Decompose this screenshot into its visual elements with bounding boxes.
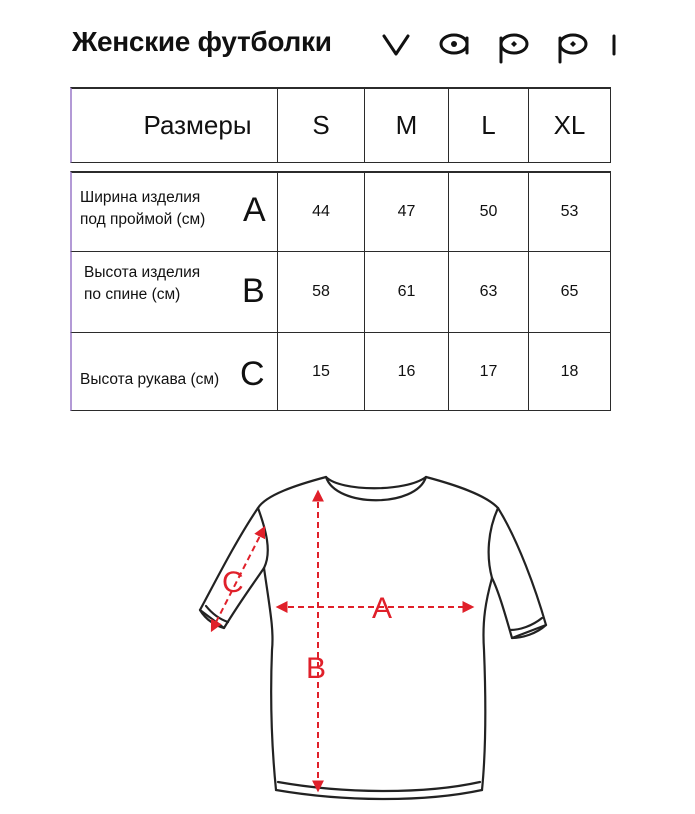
measurement-lines	[212, 492, 472, 790]
table-row	[70, 171, 611, 252]
diagram-label-c: C	[222, 566, 244, 599]
page-title: Женские футболки	[72, 26, 332, 57]
param-cell-height	[70, 252, 278, 333]
param-letter-a: A	[243, 191, 266, 229]
t-shirt-outline-icon	[200, 477, 546, 799]
value-cell: 61	[365, 252, 449, 333]
table-row-gap	[70, 163, 611, 171]
table-row	[70, 252, 611, 333]
param-label-sleeve: Высота рукава (см)	[80, 371, 220, 388]
sizes-header-label: Размеры	[70, 87, 278, 163]
value-cell: 44	[278, 171, 365, 252]
size-header-xl: XL	[529, 87, 611, 163]
value-cell: 16	[365, 333, 449, 411]
diagram-label-b: B	[306, 652, 327, 685]
table-header-row	[70, 87, 611, 163]
value-cell: 18	[529, 333, 611, 411]
size-chart-table	[70, 87, 611, 411]
diagram-label-a: A	[372, 592, 393, 625]
param-cell-width	[70, 171, 278, 252]
yappi-brand-logo-icon	[382, 26, 622, 66]
value-cell: 47	[365, 171, 449, 252]
value-cell: 58	[278, 252, 365, 333]
value-cell: 65	[529, 252, 611, 333]
table-row	[70, 333, 611, 411]
value-cell: 17	[449, 333, 529, 411]
value-cell: 63	[449, 252, 529, 333]
size-header-s: S	[278, 87, 365, 163]
size-header-l: L	[449, 87, 529, 163]
param-label-height: Высота изделия по спине (см)	[84, 264, 201, 303]
value-cell: 50	[449, 171, 529, 252]
param-label-width: Ширина изделия под проймой (см)	[80, 189, 206, 228]
param-letter-c: C	[240, 355, 265, 393]
size-header-m: M	[365, 87, 449, 163]
value-cell: 53	[529, 171, 611, 252]
title-row	[72, 22, 632, 68]
value-cell: 15	[278, 333, 365, 411]
param-letter-b: B	[242, 272, 265, 310]
t-shirt-measurement-diagram	[186, 460, 566, 810]
param-cell-sleeve	[70, 333, 278, 411]
